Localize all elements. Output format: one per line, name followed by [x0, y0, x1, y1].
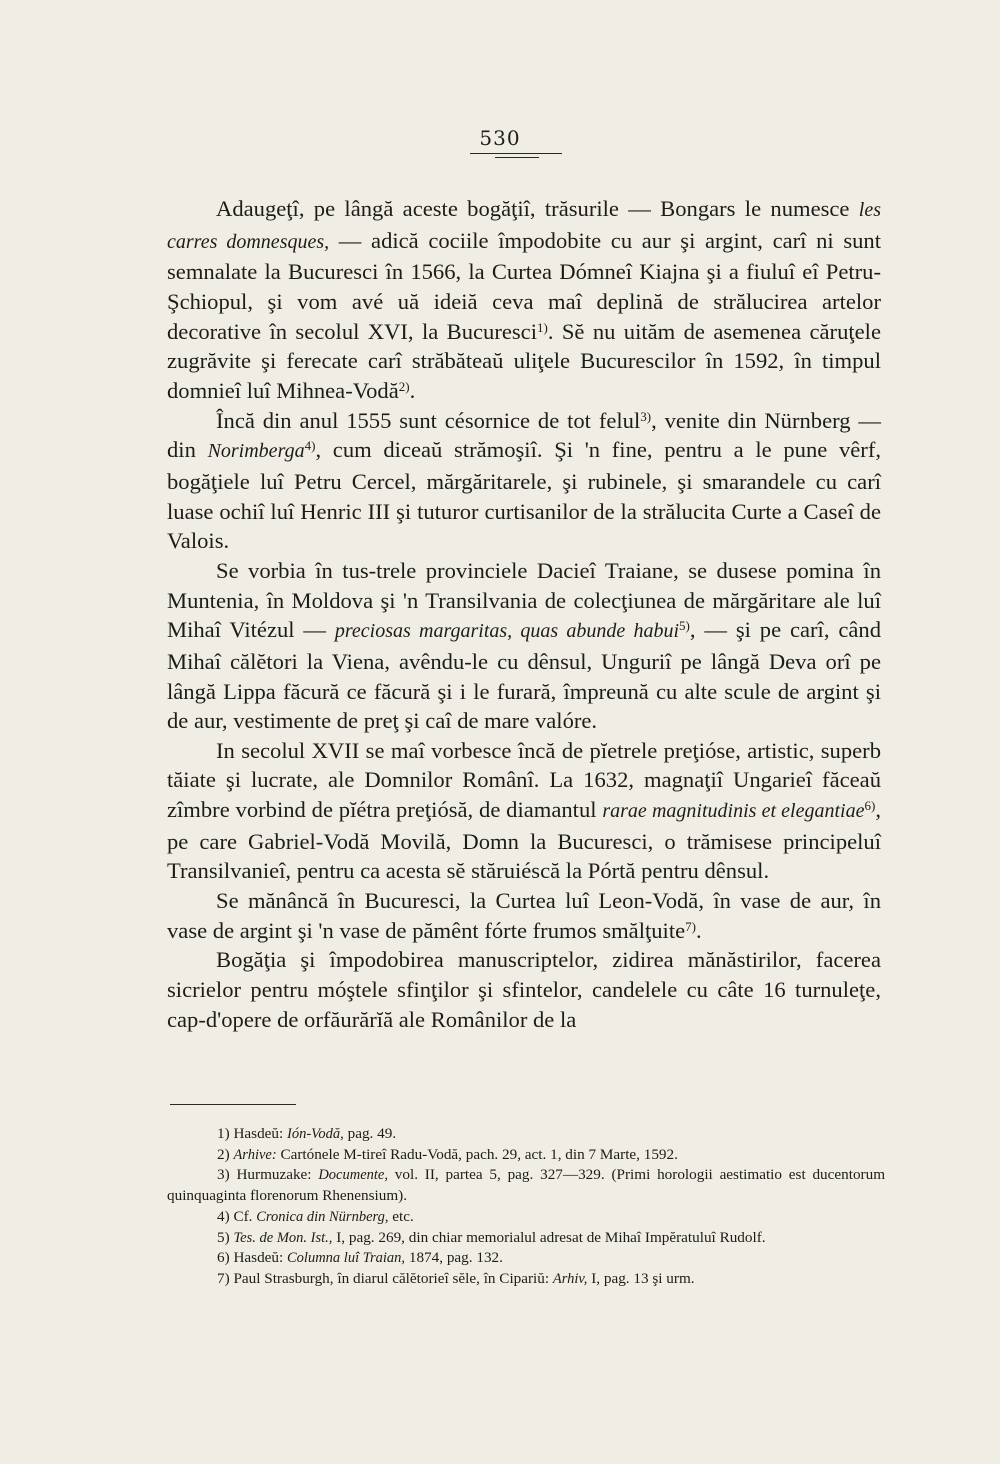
text-run: 5): [217, 1228, 234, 1246]
body-text: [167, 194, 881, 1034]
footnotes: [167, 1124, 885, 1290]
text-run: 1874, pag. 132.: [405, 1249, 503, 1267]
italic-text: Columna luî Traian,: [287, 1250, 406, 1267]
italic-text: Arhiv,: [552, 1270, 588, 1287]
text-run: . Sĕ nu uităm de asemenea căruţele zugrăvite şi ferecate carî străbăteaŭ uliţele Bucurescilor în 1592, în timpul domnieî luî Mihnea-Vodă: [167, 318, 881, 403]
page-number-rule-short: [495, 157, 539, 158]
footnote: [167, 1124, 885, 1145]
text-run: Bogăţia şi împodobirea manuscriptelor, zidirea mănăstirilor, facerea sicrielor pentru móştele sfinţilor şi sfintelor, candelele cu câte 16 turnuleţe, cap-d'opere de orfăurărĭă ale Românilor de la: [167, 947, 881, 1032]
text-run: I, pag. 13 şi urm.: [587, 1269, 695, 1287]
footnote: [167, 1145, 885, 1166]
italic-text: Documente,: [318, 1167, 388, 1184]
italic-text: les carres domnesques,: [167, 199, 881, 253]
page-number: 530: [479, 126, 521, 150]
footnote-ref: 7): [685, 918, 696, 934]
text-run: — adică cociile împodobite cu aur şi argint, carî ni sunt semnalate la Bucuresci în 1566, la Curtea Dómneî Kiajna şi a fiuluî eî Petru-Şchiopul, şi vom avé uă ideiă ceva maî deplină de strălucirea artelor decorative în secolul XVI, la Bucuresci: [167, 227, 882, 344]
page-number-rule: [470, 153, 562, 154]
text-run: 1) Hasdeŭ:: [217, 1125, 288, 1142]
text-run: Cartónele M-tireî Radu-Vodă, pach. 29, act. 1, din 7 Marte, 1592.: [276, 1145, 678, 1163]
text-run: 7) Paul Strasburgh, în diarul călĕtorieî sĕle, în Cipariŭ:: [217, 1269, 553, 1287]
footnote: [167, 1269, 885, 1290]
italic-text: Tes. de Mon. Ist.,: [233, 1229, 333, 1246]
text-run: 2): [217, 1145, 234, 1163]
paragraph: [167, 886, 881, 945]
text-run: Încă din anul 1555 sunt césornice de tot felul: [216, 407, 641, 433]
paragraph: [167, 945, 881, 1034]
text-run: .: [696, 917, 702, 943]
text-run: vol. II, partea 5, pag. 327—329. (Primi horologii aestimatio est ducentorum quinquaginta florenorum Rhenensium).: [167, 1166, 886, 1205]
text-run: Adaugeţî, pe lângă aceste bogăţiî, trăsurile — Bongars le numesce: [216, 196, 859, 221]
text-run: pag. 49.: [343, 1125, 397, 1142]
text-run: , pe care Gabriel-Vodă Movilă, Domn la Bucuresci, o trămisese principeluî Transilvanieî, pentru ca acesta sĕ stăruiéscă la Pórtă pentru dênsul.: [167, 797, 881, 884]
paragraph: [167, 406, 881, 556]
footnote-ref: 4): [304, 438, 316, 454]
paragraph: [167, 556, 881, 736]
text-run: 6) Hasdeŭ:: [217, 1249, 288, 1267]
text-run: In secolul XVII se maî vorbesce încă de pĭetrele preţióse, artistic, superb tăiate şi lucrate, ale Domnilor Românî. La 1632, magnaţiî Ungarieî făceaŭ zîmbre vorbind de pĭétra preţiósă, de diamantul: [167, 737, 881, 823]
text-run: 4) Cf.: [217, 1207, 257, 1225]
text-run: etc.: [388, 1207, 414, 1225]
text-run: , — şi pe carî, când Mihaî călĕtori la Viena, avêndu-le cu dênsul, Unguriî pe lângă Deva orî pe lângă Lippa făcură ce făcură şi i le furară, împreună cu alte scule de argint şi de aur, vestimente de preţ şi caî de mare valóre.: [167, 617, 881, 734]
text-run: , venite din Nürnberg — din: [167, 407, 881, 463]
text-run: Se vorbia în tus-trele provinciele Dacieî Traiane, se dusese pomina în Muntenia, în Moldova şi 'n Transilvania de colecţiunea de mărgăritare ale luî Mihaî Vitézul —: [167, 557, 881, 643]
italic-text: Arhive:: [233, 1146, 277, 1163]
footnote-ref: 6): [864, 798, 876, 814]
footnote: [167, 1248, 885, 1269]
footnote-ref: 1): [536, 319, 548, 335]
paragraph: [167, 736, 881, 886]
text-run: I, pag. 269, din chiar memorialul adresat de Mihaî Impĕratuluî Rudolf.: [332, 1228, 766, 1246]
italic-text: Ión-Vodă,: [287, 1126, 344, 1142]
footnote-ref: 3): [640, 408, 652, 424]
footnote: [167, 1228, 885, 1249]
footnote-separator: [170, 1104, 296, 1105]
text-run: , cum diceaŭ strămoşiî. Şi 'n fine, pentru a le pune vêrf, bogăţiele luî Petru Cercel, mărgăritarele, şi rubinele, şi smarandele cu carî luase ochiî luî Henric III şi tuturor curtisanilor de la strălucita Curte a Caseî de Valois.: [167, 437, 881, 554]
italic-text: rarae magnitudinis et elegantiae: [602, 800, 865, 823]
text-run: 3) Hurmuzake:: [217, 1166, 319, 1184]
footnote: [167, 1207, 885, 1228]
footnote: [167, 1165, 885, 1206]
footnote-ref: 5): [679, 618, 690, 634]
italic-text: Cronica din Nürnberg,: [256, 1208, 389, 1225]
text-run: .: [409, 377, 416, 403]
footnote-ref: 2): [398, 378, 410, 394]
paragraph: [167, 194, 881, 406]
text-run: Se mănâncă în Bucuresci, la Curtea luî Leon-Vodă, în vase de aur, în vase de argint şi 'n vase de pămênt fórte frumos smălţuite: [167, 888, 881, 943]
italic-text: Norimberga: [207, 440, 305, 463]
italic-text: preciosas margaritas, quas abunde habui: [334, 620, 680, 643]
